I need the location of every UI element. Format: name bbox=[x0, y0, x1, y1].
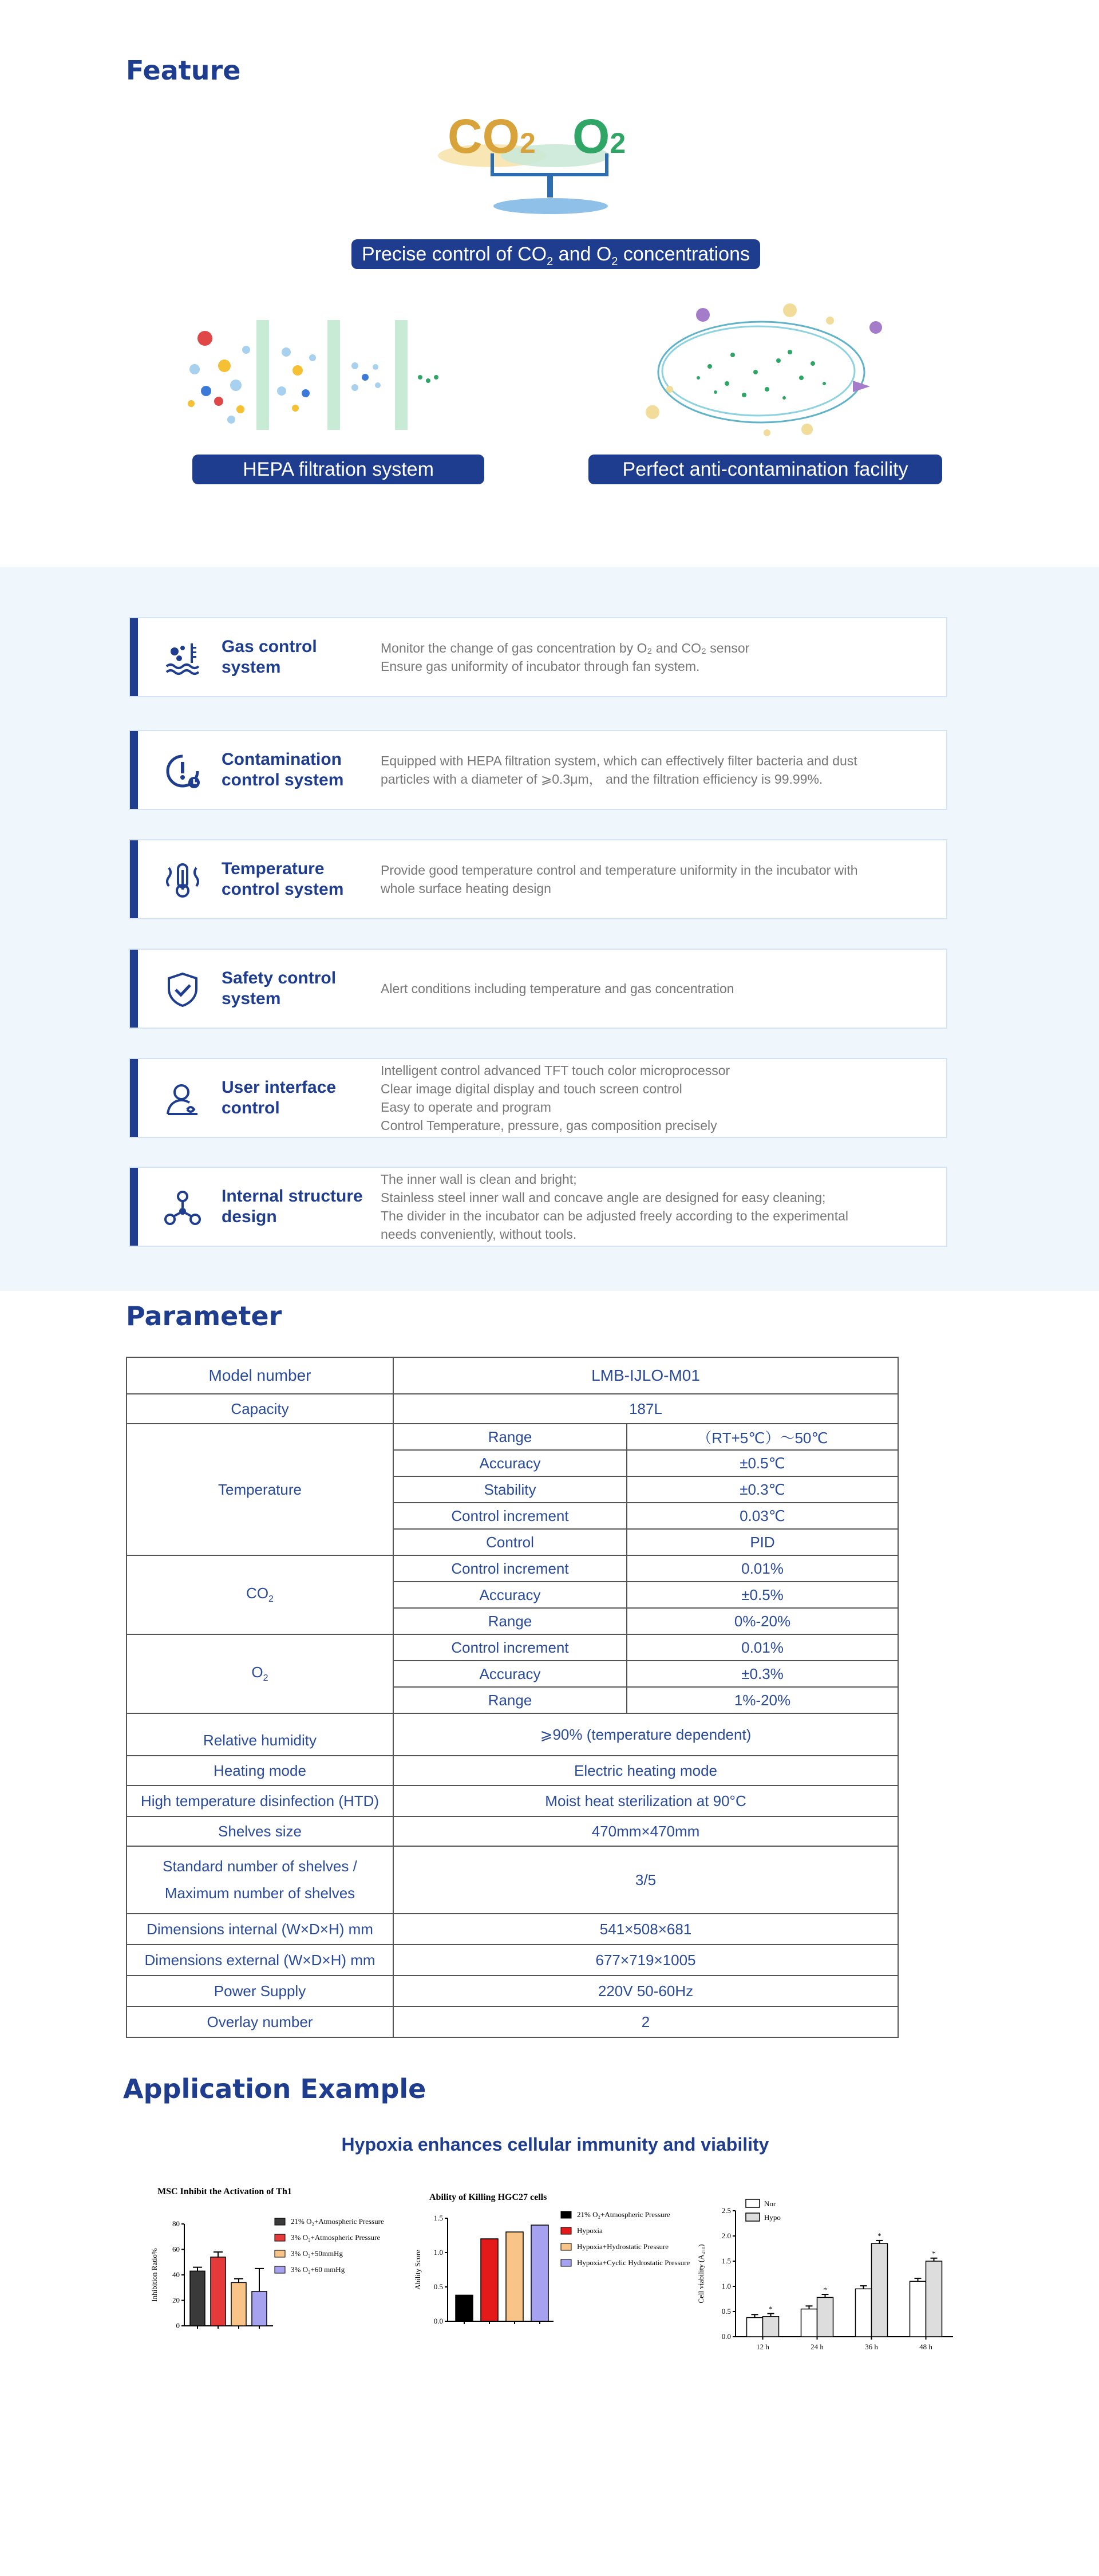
legend-swatch bbox=[275, 2234, 285, 2241]
param-value: 187L bbox=[393, 1394, 898, 1424]
param-value: ±0.5% bbox=[627, 1582, 898, 1608]
param-value: PID bbox=[627, 1529, 898, 1555]
param-value: （RT+5℃）～50℃ bbox=[627, 1424, 898, 1450]
param-value: Electric heating mode bbox=[393, 1756, 898, 1785]
significance-mark: * bbox=[877, 2231, 881, 2241]
param-value: ±0.5℃ bbox=[627, 1450, 898, 1476]
param-sub-label: Accuracy bbox=[393, 1450, 627, 1476]
bar bbox=[817, 2297, 833, 2337]
application-heading: Application Example bbox=[123, 2073, 426, 2104]
legend-swatch bbox=[746, 2213, 760, 2221]
param-sub-label: Control bbox=[393, 1529, 627, 1555]
bar bbox=[763, 2317, 779, 2337]
table-row bbox=[126, 1357, 898, 1394]
y-tick-label: 20 bbox=[172, 2296, 180, 2305]
bar bbox=[910, 2281, 926, 2337]
bar bbox=[456, 2295, 473, 2321]
legend-label: Hypoxia+Cyclic Hydrostatic Pressure bbox=[577, 2258, 690, 2267]
y-axis-label: Cell viability (A₄₅₀) bbox=[697, 2244, 705, 2304]
param-value: ±0.3℃ bbox=[627, 1476, 898, 1503]
param-label: Dimensions external (W×D×H) mm bbox=[126, 1945, 393, 1976]
significance-mark: * bbox=[769, 2304, 773, 2313]
param-label: Model number bbox=[126, 1357, 393, 1394]
param-label: Power Supply bbox=[126, 1976, 393, 2006]
legend-swatch bbox=[561, 2227, 571, 2234]
system-title: Contamination control system bbox=[222, 750, 344, 789]
param-value: 2 bbox=[393, 2006, 898, 2037]
legend-swatch bbox=[275, 2266, 285, 2273]
param-value: 0.01% bbox=[627, 1555, 898, 1582]
param-sub-label: Range bbox=[393, 1687, 627, 1713]
y-tick-label: 0.5 bbox=[721, 2307, 731, 2316]
param-value: 220V 50-60Hz bbox=[393, 1976, 898, 2006]
system-card-contamination bbox=[129, 730, 947, 810]
x-tick-label: 24 h bbox=[811, 2342, 824, 2351]
param-value: 0.01% bbox=[627, 1634, 898, 1661]
param-sub-label: Control increment bbox=[393, 1503, 627, 1529]
param-label: Dimensions internal (W×D×H) mm bbox=[126, 1914, 393, 1945]
system-title: Temperature control system bbox=[222, 859, 344, 899]
system-description: Alert conditions including temperature and gas concentration bbox=[381, 981, 734, 996]
bar bbox=[506, 2232, 523, 2321]
bar bbox=[481, 2239, 498, 2321]
table-row bbox=[126, 1634, 898, 1661]
chart-th1-inhibition bbox=[149, 2184, 424, 2338]
table-row bbox=[126, 1756, 898, 1785]
legend-label: 3% O₂+Atmospheric Pressure bbox=[291, 2233, 381, 2242]
table-row bbox=[126, 1816, 898, 1846]
legend-label: Hypoxia bbox=[577, 2226, 603, 2235]
param-label: Relative humidity bbox=[126, 1713, 393, 1756]
system-card-gas bbox=[129, 617, 947, 697]
bar bbox=[801, 2309, 817, 2337]
param-value: 0.03℃ bbox=[627, 1503, 898, 1529]
x-tick-label: 36 h bbox=[865, 2342, 878, 2351]
legend-swatch bbox=[275, 2250, 285, 2257]
hepa-illustration bbox=[183, 318, 446, 432]
hepa-caption: HEPA filtration system bbox=[192, 455, 484, 484]
param-value: 541×508×681 bbox=[393, 1914, 898, 1945]
card-accent bbox=[130, 1059, 138, 1137]
petri-dish-icon bbox=[635, 298, 887, 441]
legend-swatch bbox=[561, 2259, 571, 2266]
system-card-temperature bbox=[129, 839, 947, 919]
table-row bbox=[126, 1846, 898, 1914]
legend-label: 21% O₂+Atmospheric Pressure bbox=[291, 2217, 384, 2226]
param-group-label: $CO_2$ bbox=[126, 1555, 393, 1634]
y-tick-label: 2.5 bbox=[721, 2206, 731, 2215]
system-description: The inner wall is clean and bright; Stainless steel inner wall and concave angle are designed for easy cleaning; The divider in the incubator can be adjusted freely according to the experimental needs conveniently, without tools. bbox=[381, 1171, 848, 1242]
shield-icon bbox=[164, 971, 201, 1008]
table-row bbox=[126, 1424, 898, 1450]
param-value: Moist heat sterilization at 90°C bbox=[393, 1785, 898, 1816]
legend-label: Hypoxia+Hydrostatic Pressure bbox=[577, 2242, 669, 2251]
param-value: LMB-IJLO-M01 bbox=[393, 1357, 898, 1394]
bar bbox=[856, 2289, 872, 2337]
chart-title: Ability of Killing HGC27 cells bbox=[429, 2192, 547, 2202]
parameter-heading: Parameter bbox=[126, 1301, 282, 1332]
system-title: User interface control bbox=[222, 1078, 337, 1117]
bar bbox=[211, 2257, 226, 2326]
card-accent bbox=[130, 840, 138, 918]
y-axis-label: Ability Score bbox=[413, 2250, 422, 2290]
o2-glyph: O2 bbox=[572, 109, 626, 163]
table-row bbox=[126, 1713, 898, 1756]
table-row bbox=[126, 1976, 898, 2006]
anti-contamination-illustration bbox=[635, 298, 887, 441]
param-label: Shelves size bbox=[126, 1816, 393, 1846]
system-title: Safety control system bbox=[222, 969, 337, 1008]
param-sub-label: Accuracy bbox=[393, 1582, 627, 1608]
gas-scale-illustration bbox=[435, 109, 664, 223]
application-subtitle: Hypoxia enhances cellular immunity and viability bbox=[341, 2134, 769, 2155]
feature-heading: Feature bbox=[126, 55, 241, 86]
user-icon bbox=[164, 1081, 201, 1117]
legend-swatch bbox=[561, 2243, 571, 2250]
y-tick-label: 0 bbox=[176, 2321, 180, 2330]
system-description: Intelligent control advanced TFT touch color microprocessor Clear image digital display and touch screen control Easy to operate and program Control Temperature, pressure, gas composition precisely bbox=[381, 1062, 730, 1133]
param-sub-label: Range bbox=[393, 1608, 627, 1634]
table-row bbox=[126, 2006, 898, 2037]
gas-icon bbox=[164, 640, 201, 677]
system-card-structure bbox=[129, 1167, 947, 1247]
param-sub-label: Control increment bbox=[393, 1555, 627, 1582]
system-title: Gas control system bbox=[222, 637, 317, 677]
param-label: High temperature disinfection (HTD) bbox=[126, 1785, 393, 1816]
param-label: Standard number of shelves / Maximum number of shelves bbox=[126, 1846, 393, 1914]
bar bbox=[231, 2282, 246, 2326]
param-sub-label: Accuracy bbox=[393, 1661, 627, 1687]
y-tick-label: 0.5 bbox=[433, 2282, 443, 2291]
card-accent bbox=[130, 731, 138, 809]
contamination-icon bbox=[164, 753, 201, 789]
parameter-table bbox=[126, 1357, 899, 2038]
card-accent bbox=[130, 950, 138, 1028]
y-tick-label: 1.0 bbox=[721, 2282, 731, 2290]
bar bbox=[926, 2261, 942, 2337]
card-accent bbox=[130, 618, 138, 696]
legend-swatch bbox=[746, 2199, 760, 2207]
bar bbox=[531, 2225, 548, 2321]
chart-hgc27-killing bbox=[412, 2190, 710, 2338]
hepa-filter-icon bbox=[183, 318, 446, 432]
card-accent bbox=[130, 1168, 138, 1246]
legend-label: Hypo bbox=[764, 2213, 781, 2222]
table-row bbox=[126, 1785, 898, 1816]
param-label: Capacity bbox=[126, 1394, 393, 1424]
anti-contamination-caption: Perfect anti-contamination facility bbox=[588, 455, 942, 484]
system-card-user-interface bbox=[129, 1058, 947, 1138]
param-group-label: Temperature bbox=[126, 1424, 393, 1555]
y-axis-label: Inhibition Ratio% bbox=[150, 2248, 159, 2302]
system-description: Monitor the change of gas concentration by O₂ and CO₂ sensor Ensure gas uniformity of incubator through fan system. bbox=[381, 640, 750, 674]
table-row bbox=[126, 1945, 898, 1976]
param-value: 3/5 bbox=[393, 1846, 898, 1914]
bar bbox=[190, 2271, 205, 2326]
bar bbox=[872, 2243, 888, 2337]
y-tick-label: 80 bbox=[172, 2219, 180, 2228]
legend-label: 3% O₂+60 mmHg bbox=[291, 2265, 345, 2274]
x-tick-label: 48 h bbox=[919, 2342, 932, 2351]
param-group-label: $O_2$ bbox=[126, 1634, 393, 1713]
chart-title: MSC Inhibit the Activation of Th1 bbox=[157, 2187, 292, 2196]
param-value: ⩾90% (temperature dependent) bbox=[393, 1713, 898, 1756]
param-label: Heating mode bbox=[126, 1756, 393, 1785]
gas-caption: Precise control of $CO_2$ and $O_2$ concentrations bbox=[351, 239, 760, 269]
param-value: 1%-20% bbox=[627, 1687, 898, 1713]
y-tick-label: 1.5 bbox=[433, 2214, 443, 2222]
temperature-icon bbox=[164, 862, 201, 899]
system-description: Equipped with HEPA filtration system, which can effectively filter bacteria and dust particles with a diameter of ⩾0.3μm， and the filtration efficiency is 99.99%. bbox=[381, 753, 857, 787]
system-title: Internal structure design bbox=[222, 1187, 363, 1226]
param-sub-label: Control increment bbox=[393, 1634, 627, 1661]
param-value: 677×719×1005 bbox=[393, 1945, 898, 1976]
table-row bbox=[126, 1914, 898, 1945]
legend-swatch bbox=[275, 2218, 285, 2225]
legend-label: 3% O₂+50mmHg bbox=[291, 2249, 343, 2258]
param-sub-label: Stability bbox=[393, 1476, 627, 1503]
param-sub-label: Range bbox=[393, 1424, 627, 1450]
legend-label: 21% O₂+Atmospheric Pressure bbox=[577, 2210, 670, 2219]
system-card-safety bbox=[129, 949, 947, 1029]
system-description: Provide good temperature control and temperature uniformity in the incubator with whole surface heating design bbox=[381, 862, 858, 896]
co2-glyph: CO2 bbox=[448, 109, 536, 163]
y-tick-label: 1.5 bbox=[721, 2257, 731, 2265]
param-value: 0%-20% bbox=[627, 1608, 898, 1634]
bar bbox=[252, 2291, 267, 2326]
y-tick-label: 2.0 bbox=[721, 2231, 731, 2240]
table-row bbox=[126, 1555, 898, 1582]
table-row bbox=[126, 1394, 898, 1424]
significance-mark: * bbox=[823, 2285, 827, 2294]
y-tick-label: 1.0 bbox=[433, 2248, 443, 2257]
chart-cell-viability bbox=[695, 2198, 959, 2353]
param-label: Overlay number bbox=[126, 2006, 393, 2037]
y-tick-label: 0.0 bbox=[433, 2317, 443, 2325]
legend-swatch bbox=[561, 2211, 571, 2218]
legend-label: Nor bbox=[764, 2199, 776, 2208]
structure-icon bbox=[164, 1190, 201, 1226]
y-tick-label: 40 bbox=[172, 2270, 180, 2279]
y-tick-label: 0.0 bbox=[721, 2332, 731, 2341]
x-tick-label: 12 h bbox=[756, 2342, 769, 2351]
significance-mark: * bbox=[932, 2249, 936, 2258]
param-value: 470mm×470mm bbox=[393, 1816, 898, 1846]
y-tick-label: 60 bbox=[172, 2245, 180, 2254]
bar bbox=[747, 2318, 763, 2337]
param-value: ±0.3% bbox=[627, 1661, 898, 1687]
